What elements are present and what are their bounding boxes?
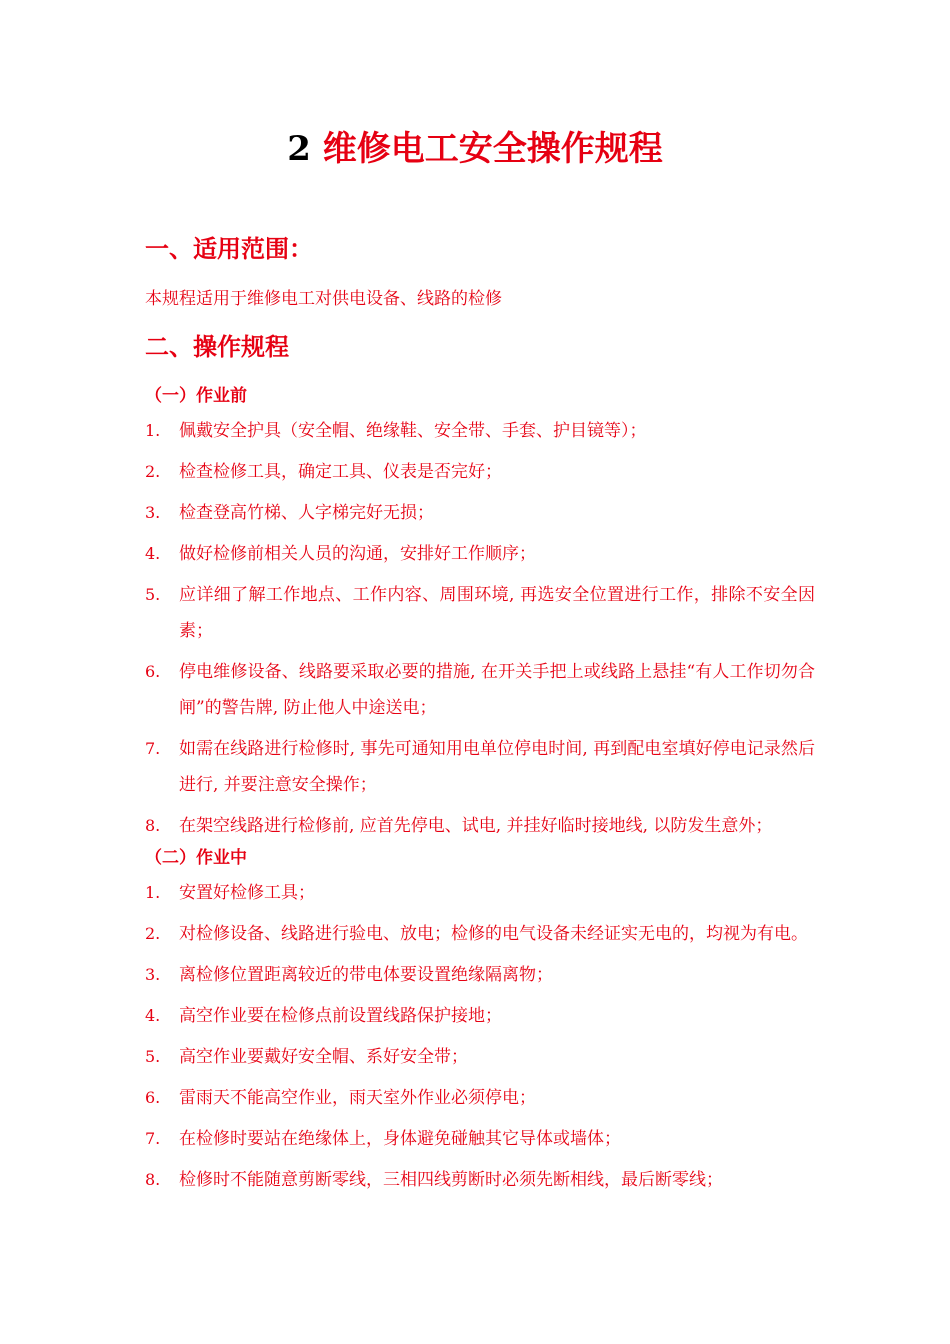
list-item-text: 做好检修前相关人员的沟通，安排好工作顺序； <box>179 544 536 564</box>
list-item <box>145 541 815 572</box>
list-item-text: 检修时不能随意剪断零线，三相四线剪断时必须先断相线，最后断零线； <box>179 1170 723 1190</box>
list-item-number: 4. <box>145 544 161 563</box>
list-item <box>145 1167 815 1198</box>
list-item-number: 2. <box>145 924 161 943</box>
list-item-text: 高空作业要戴好安全帽、系好安全带； <box>179 1047 468 1067</box>
list-item <box>145 880 815 911</box>
list-item <box>145 500 815 531</box>
list-item <box>145 418 815 449</box>
list-item-number: 1. <box>145 421 161 440</box>
list-item-number: 6. <box>145 662 161 681</box>
list-item <box>145 962 815 993</box>
list-item-text: 佩戴安全护具（安全帽、绝缘鞋、安全带、手套、护目镜等）； <box>179 421 647 441</box>
list-item-text: 高空作业要在检修点前设置线路保护接地； <box>179 1006 502 1026</box>
list-item-number: 8. <box>145 816 161 835</box>
list-item-number: 8. <box>145 1170 161 1189</box>
list-item-text: 检查登高竹梯、人字梯完好无损； <box>179 503 434 523</box>
page-title <box>0 124 950 174</box>
list-item-text: 在架空线路进行检修前, 应首先停电、试电, 并挂好临时接地线, 以防发生意外； <box>179 816 773 836</box>
list-item-number: 7. <box>145 1129 161 1148</box>
list-item-number: 4. <box>145 1006 161 1025</box>
list-item-number: 3. <box>145 965 161 984</box>
list-item-text: 雷雨天不能高空作业，雨天室外作业必须停电； <box>179 1088 536 1108</box>
list-item <box>145 1085 815 1116</box>
list-item-number: 3. <box>145 503 161 522</box>
list-item <box>145 813 815 844</box>
section-heading-scope: 一、适用范围： <box>145 234 313 263</box>
list-item-text: 对检修设备、线路进行验电、放电；检修的电气设备未经证实无电的，均视为有电。 <box>179 924 808 944</box>
list-item-text: 停电维修设备、线路要采取必要的措施, 在开关手把上或线路上悬挂“有人工作切勿合闸”的警告牌, 防止他人中途送电； <box>179 662 815 718</box>
list-item-number: 1. <box>145 883 161 902</box>
list-item <box>145 736 815 803</box>
list-item <box>145 921 815 952</box>
list-item-number: 6. <box>145 1088 161 1107</box>
list-item-text: 应详细了解工作地点、工作内容、周围环境, 再选安全位置进行工作，排除不安全因素； <box>179 585 815 641</box>
list-item <box>145 1126 815 1157</box>
list-item <box>145 1044 815 1075</box>
list-item <box>145 659 815 726</box>
list-item-number: 5. <box>145 1047 161 1066</box>
list-item <box>145 459 815 490</box>
title-number: 2 <box>287 129 311 169</box>
list-item-number: 5. <box>145 585 161 604</box>
title-text: 维修电工安全操作规程 <box>322 129 663 169</box>
list-item-number: 7. <box>145 739 161 758</box>
list-item <box>145 582 815 649</box>
list-item-text: 如需在线路进行检修时, 事先可通知用电单位停电时间, 再到配电室填好停电记录然后进行, 并要注意安全操作； <box>179 739 815 795</box>
during-work-list <box>145 880 815 1208</box>
before-work-list <box>145 418 815 854</box>
list-item-text: 检查检修工具，确定工具、仪表是否完好； <box>179 462 502 482</box>
list-item-text: 安置好检修工具； <box>179 883 315 903</box>
subheading-during-work: （二）作业中 <box>145 848 247 868</box>
subheading-before-work: （一）作业前 <box>145 386 247 406</box>
list-item-text: 在检修时要站在绝缘体上，身体避免碰触其它导体或墙体； <box>179 1129 621 1149</box>
list-item <box>145 1003 815 1034</box>
list-item-number: 2. <box>145 462 161 481</box>
scope-paragraph: 本规程适用于维修电工对供电设备、线路的检修 <box>145 289 502 309</box>
list-item-text: 离检修位置距离较近的带电体要设置绝缘隔离物； <box>179 965 553 985</box>
section-heading-procedures: 二、操作规程 <box>145 332 289 361</box>
